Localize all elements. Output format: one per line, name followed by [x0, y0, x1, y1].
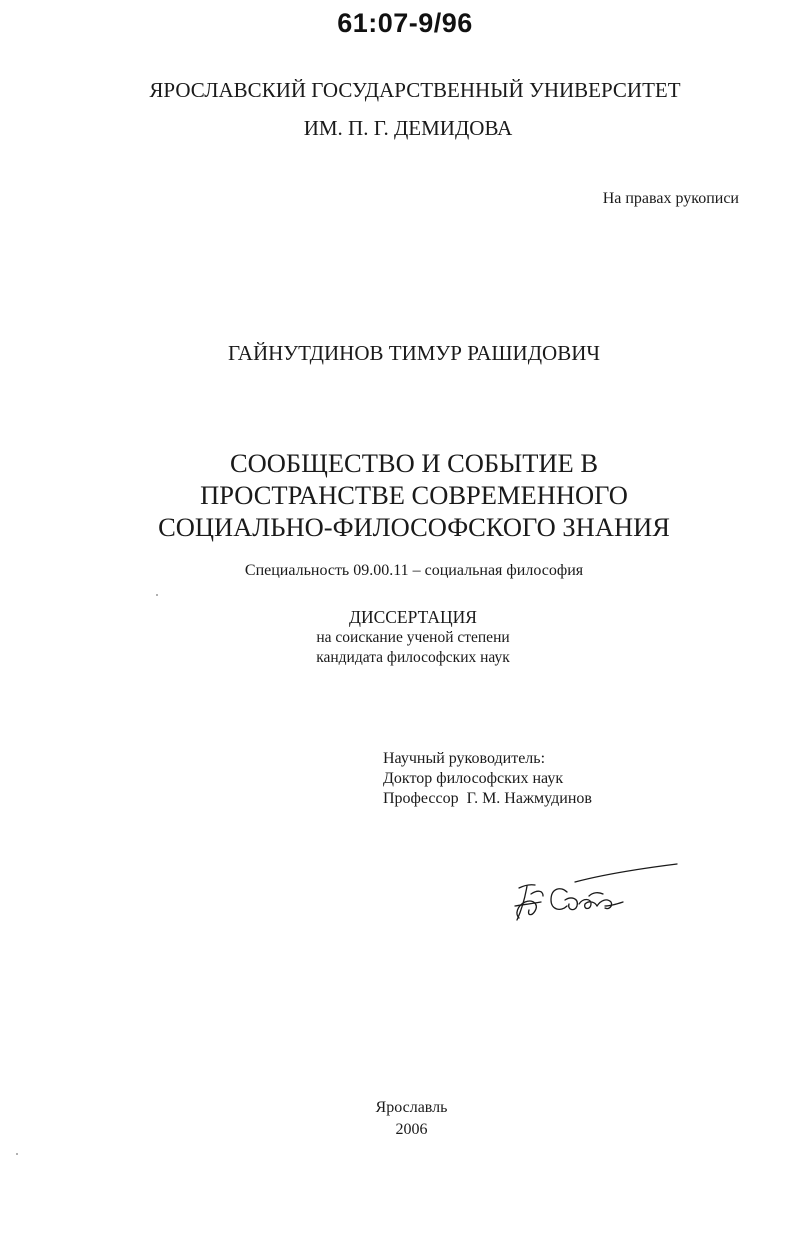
title-line-3: СОЦИАЛЬНО-ФИЛОСОФСКОГО ЗНАНИЯ [158, 512, 670, 542]
dissertation-degree-block [0, 606, 796, 668]
supervisor-label: Научный руководитель: [383, 750, 546, 767]
supervisor-block [383, 749, 592, 809]
year: 2006 [395, 1121, 428, 1138]
dissertation-heading: ДИССЕРТАЦИЯ [349, 607, 477, 627]
author-name: ГАЙНУТДИНОВ ТИМУР РАШИДОВИЧ [227, 341, 601, 365]
scan-speck [156, 594, 158, 596]
university-name-line1: ЯРОСЛАВСКИЙ ГОСУДАРСТВЕННЫЙ УНИВЕРСИТЕТ [149, 78, 681, 102]
place-and-year [0, 1097, 796, 1141]
degree-line-1: на соискание ученой степени [316, 629, 510, 646]
manuscript-note: На правах рукописи [602, 190, 739, 207]
supervisor-name: Профессор Г. М. Нажмудинов [383, 790, 592, 807]
scan-speck [16, 1153, 18, 1155]
city: Ярославль [375, 1099, 448, 1116]
handwritten-signature [505, 856, 690, 931]
dissertation-title [0, 447, 796, 543]
title-line-1: СООБЩЕСТВО И СОБЫТИЕ В [229, 448, 599, 478]
specialty-line: Специальность 09.00.11 – социальная философия [244, 562, 584, 579]
catalog-number: 61:07-9/96 [337, 8, 473, 38]
degree-line-2: кандидата философских наук [316, 649, 510, 666]
university-name-line2: ИМ. П. Г. ДЕМИДОВА [303, 116, 513, 140]
supervisor-degree: Доктор философских наук [383, 770, 564, 787]
title-line-2: ПРОСТРАНСТВЕ СОВРЕМЕННОГО [200, 480, 628, 510]
